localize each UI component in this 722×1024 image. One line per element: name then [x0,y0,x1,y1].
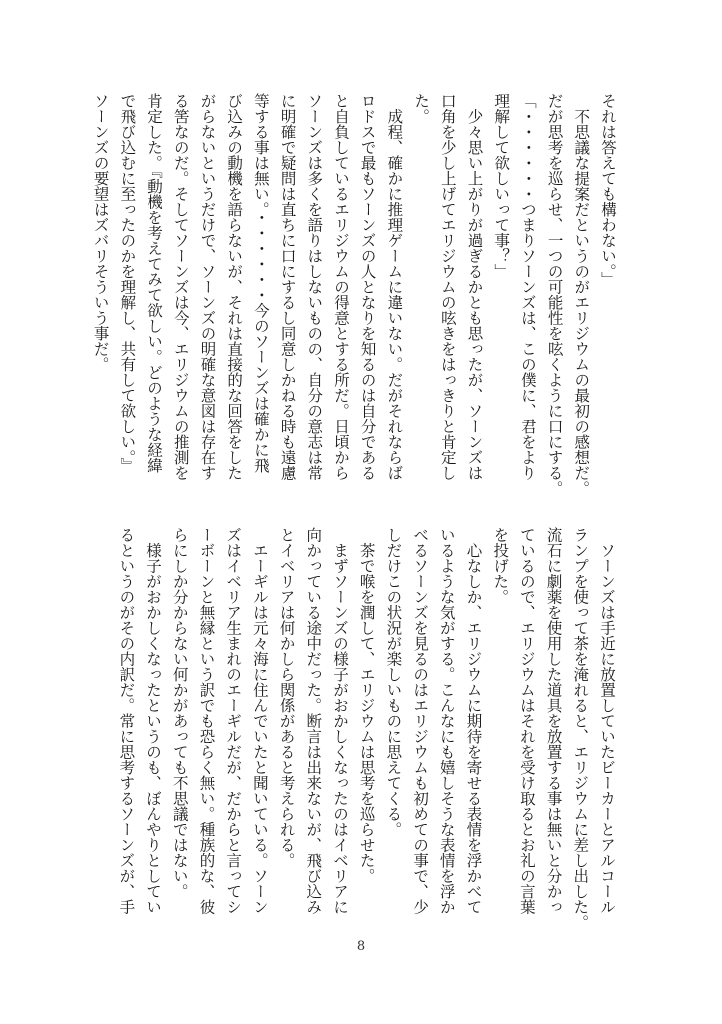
text-column: 不思議な提案だというのがエリジウムの最初の感想だ。 [572,93,591,496]
text-column: 向かっている途中だった。断言は出来ないが、飛び込み [304,527,323,915]
text-column: らにしか分からない何かがあっても不思議ではない。 [170,527,189,899]
text-column: ズはイベリア生まれのエーギルだが、だからと言ってシ [224,527,243,915]
text-column: ランプを使って茶を淹れると、エリジウムに差し出した。 [571,527,590,930]
text-column: だが思考を巡らせ、一つの可能性を呟くように口にする。 [545,93,564,496]
text-column: 肯定した。『動機を考えてみて欲しい。どのような経緯 [145,93,164,473]
text-column: 心なしか、エリジウムに期待を寄せる表情を浮かべて [464,527,483,915]
text-column: しだけこの状況が楽しいものに思えてくる。 [384,527,403,837]
text-column: エーギルは元々海に住んでいたと聞いている。ソーン [250,527,269,915]
text-column: 等する事は無い。・・・・・・今のソーンズは確かに飛 [251,93,270,473]
text-column: べるソーンズを見るのはエリジウムも初めての事で、少 [411,527,430,915]
page-number: 8 [356,939,366,954]
text-column: と自負しているエリジウムの得意とする所だ。日頃から [331,93,350,481]
text-column: ているので、エリジウムはそれを受け取るとお礼の言葉 [517,527,536,915]
text-column: 「・・・・・・つまりソーンズは、この僕に、君をより [518,93,537,481]
text-column: に明確で疑問は直ちに口にするし同意しかねる時も遠慮 [278,93,297,481]
text-column: とイベリアは何かしら関係があると考えられる。 [277,527,296,868]
text-column: いるような気がする。こんなにも嬉しそうな表情を浮か [437,527,456,915]
text-column: がらないというだけで、ソーンズの明確な意図は存在す [198,93,217,481]
text-column: 少々思い上がりが過ぎるかとも思ったが、ソーンズは [465,93,484,481]
text-block-top [87,93,621,496]
text-column: 流石に劇薬を使用した道具を放置する事は無いと分かっ [544,527,563,915]
text-column: た。 [412,93,431,124]
text-column: る筈なのだ。そしてソーンズは今、エリジウムの推測を [171,93,190,481]
text-column: ソーンズの要望はズバリそういう事だ。 [91,93,110,372]
text-column: ソーンズは多くを語りはしないものの、自分の意志は常 [305,93,324,481]
text-column: ロドスで最もソーンズの人となりを知るのは自分である [358,93,377,481]
text-column: を投げた。 [491,527,510,605]
text-column: まずソーンズの様子がおかしくなったのはイベリアに [330,527,349,915]
text-column: 様子がおかしくなったというのも、ぼんやりとしてい [144,527,163,915]
text-column: 理解して欲しいって事？」 [492,93,511,279]
text-column: るというのがその内訳だ。常に思考するソーンズが、手 [117,527,136,915]
text-column: 茶で喉を潤して、エリジウムは思考を巡らせた。 [357,527,376,884]
text-column: で飛び込むに至ったのかを理解し、共有して欲しい。』 [118,93,137,473]
text-column: ソーンズは手近に放置していたビーカーとアルコール [598,527,616,915]
text-column: 口角を少し上げてエリジウムの呟きをはっきりと肯定し [438,93,457,481]
text-column: ーボーンと無縁という訳でも恐らく無い。種族的な、彼 [197,527,216,915]
text-block-bottom [113,527,620,930]
text-column: 成程、確かに推理ゲームに違いない。だがそれならば [385,93,404,481]
text-column: それは答えても構わない。」 [599,93,617,287]
text-column: び込みの動機を語らないが、それは直接的な回答をした [225,93,244,481]
